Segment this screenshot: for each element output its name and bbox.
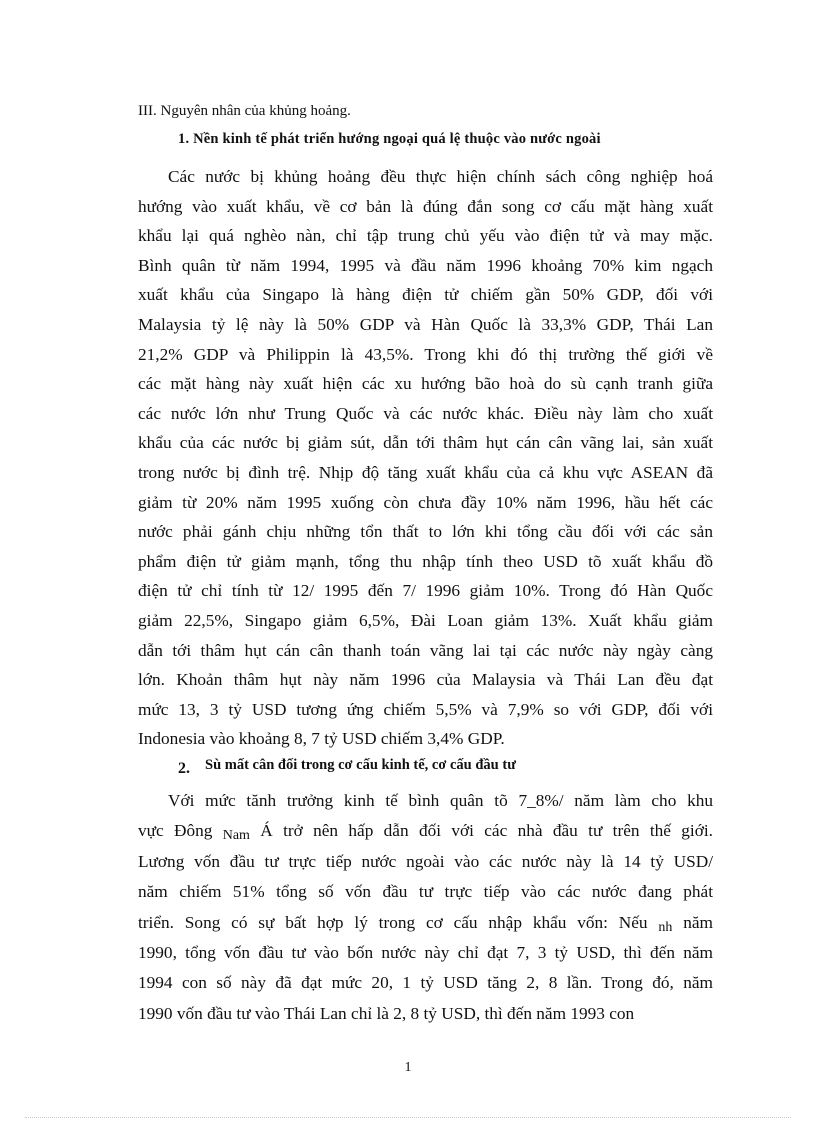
paragraph-1-line: lớn. Khoản thâm hụt này năm 1996 của Malaysia và Thái Lan đều đạt	[138, 670, 713, 690]
paragraph-1-line: xuất khẩu của Singapo là hàng điện tử chiếm gần 50% GDP, đối với	[138, 285, 713, 305]
subheading-2: Sù mất cân đối trong cơ cấu kinh tế, cơ cấu đầu tư	[205, 757, 516, 773]
text-fragment: triển. Song có sự bất hợp lý trong cơ cấu nhập khẩu vốn: Nếu	[138, 912, 648, 932]
paragraph-1-line: điện tử chỉ tính từ 12/ 1995 đến 7/ 1996 giảm 10%. Trong đó Hàn Quốc	[138, 581, 713, 601]
paragraph-1-line: các mặt hàng này xuất hiện các xu hướng bão hoà do sù cạnh tranh giữa	[138, 374, 713, 394]
page-number: 1	[404, 1060, 412, 1075]
paragraph-1-line: các nước lớn như Trung Quốc và các nước khác. Điều này làm cho xuất	[138, 403, 713, 423]
paragraph-1-line: giảm từ 20% năm 1995 xuống còn chưa đầy 10% năm 1996, hầu hết các	[138, 492, 713, 512]
paragraph-2-line: Với mức tănh trưởng kinh tế bình quân tõ 7_8%/ năm làm cho khu	[168, 791, 713, 810]
footer-divider	[25, 1117, 791, 1118]
paragraph-1-line: hướng vào xuất khẩu, về cơ bản là đúng đắn song cơ cấu mặt hàng xuất	[138, 196, 713, 216]
paragraph-2-line: 1994 con số này đã đạt mức 20, 1 tỷ USD tăng 2, 8 lần. Trong đó, năm	[138, 973, 713, 993]
subscript-fragment: Nam	[222, 828, 250, 844]
paragraph-2-line: 1990 vốn đầu tư vào Thái Lan chỉ là 2, 8 tỷ USD, thì đến năm 1993 con	[138, 1003, 635, 1023]
paragraph-2	[138, 786, 713, 1029]
paragraph-1-line: khẩu lại quá nghèo nàn, chỉ tập trung chủ yếu vào điện tử và may mặc.	[138, 226, 713, 246]
text-fragment: vực Đông	[138, 821, 213, 841]
text-fragment: năm	[683, 912, 713, 932]
subheading-1: 1. Nền kinh tế phát triển hướng ngoại quá lệ thuộc vào nước ngoài	[178, 131, 601, 147]
paragraph-2-line: 1990, tổng vốn đầu tư vào bốn nước này chỉ đạt 7, 3 tỷ USD, thì đến năm	[138, 942, 713, 962]
section-heading: III. Nguyên nhân của khủng hoảng.	[138, 103, 351, 119]
paragraph-1-line: 21,2% GDP và Philippin là 43,5%. Trong khi đó thị trường thế giới về	[138, 344, 713, 364]
paragraph-2-line: năm chiếm 51% tổng số vốn đầu tư trực tiếp vào các nước đang phát	[138, 882, 713, 902]
paragraph-1-line: Malaysia tỷ lệ này là 50% GDP và Hàn Quốc là 33,3% GDP, Thái Lan	[138, 314, 713, 334]
paragraph-2-line	[138, 908, 713, 938]
paragraph-1	[138, 162, 713, 754]
paragraph-1-line: Bình quân từ năm 1994, 1995 và đầu năm 1996 khoảng 70% kim ngạch	[138, 255, 713, 275]
subscript-fragment: nh	[658, 919, 673, 935]
paragraph-1-line: mức 13, 3 tỷ USD tương ứng chiếm 5,5% và 7,9% so với GDP, đối với	[138, 699, 713, 719]
paragraph-1-line: phẩm điện tử giảm mạnh, tổng thu nhập tính theo USD tõ xuất khẩu đồ	[138, 551, 713, 571]
paragraph-1-line: dẫn tới thâm hụt cán cân thanh toán vãng lai tại các nước này ngày càng	[138, 640, 713, 660]
text-fragment: Á trở nên hấp dẫn đối với các nhà đầu tư trên thế giới.	[260, 821, 713, 841]
paragraph-2-line: Lương vốn đầu tư trực tiếp nước ngoài vào các nước này là 14 tỷ USD/	[138, 851, 713, 871]
paragraph-1-line: nước phải gánh chịu những tổn thất to lớn khi tổng cầu đối với các sản	[138, 522, 713, 542]
paragraph-1-line: Indonesia vào khoảng 8, 7 tỷ USD chiếm 3,4% GDP.	[138, 729, 505, 749]
paragraph-1-line: khẩu của các nước bị giảm sút, dẫn tới thâm hụt cán cân vãng lai, sản xuất	[138, 433, 713, 453]
paragraph-1-line: trong nước bị đình trệ. Nhịp độ tăng xuất khẩu của cả khu vực ASEAN đã	[138, 462, 713, 482]
paragraph-1-line: Các nước bị khủng hoảng đều thực hiện chính sách công nghiệp hoá	[168, 167, 713, 186]
subheading-2-number: 2.	[178, 760, 190, 777]
paragraph-2-line	[138, 816, 713, 846]
paragraph-1-line: giảm 22,5%, Singapo giảm 6,5%, Đài Loan giảm 13%. Xuất khẩu giảm	[138, 610, 713, 630]
